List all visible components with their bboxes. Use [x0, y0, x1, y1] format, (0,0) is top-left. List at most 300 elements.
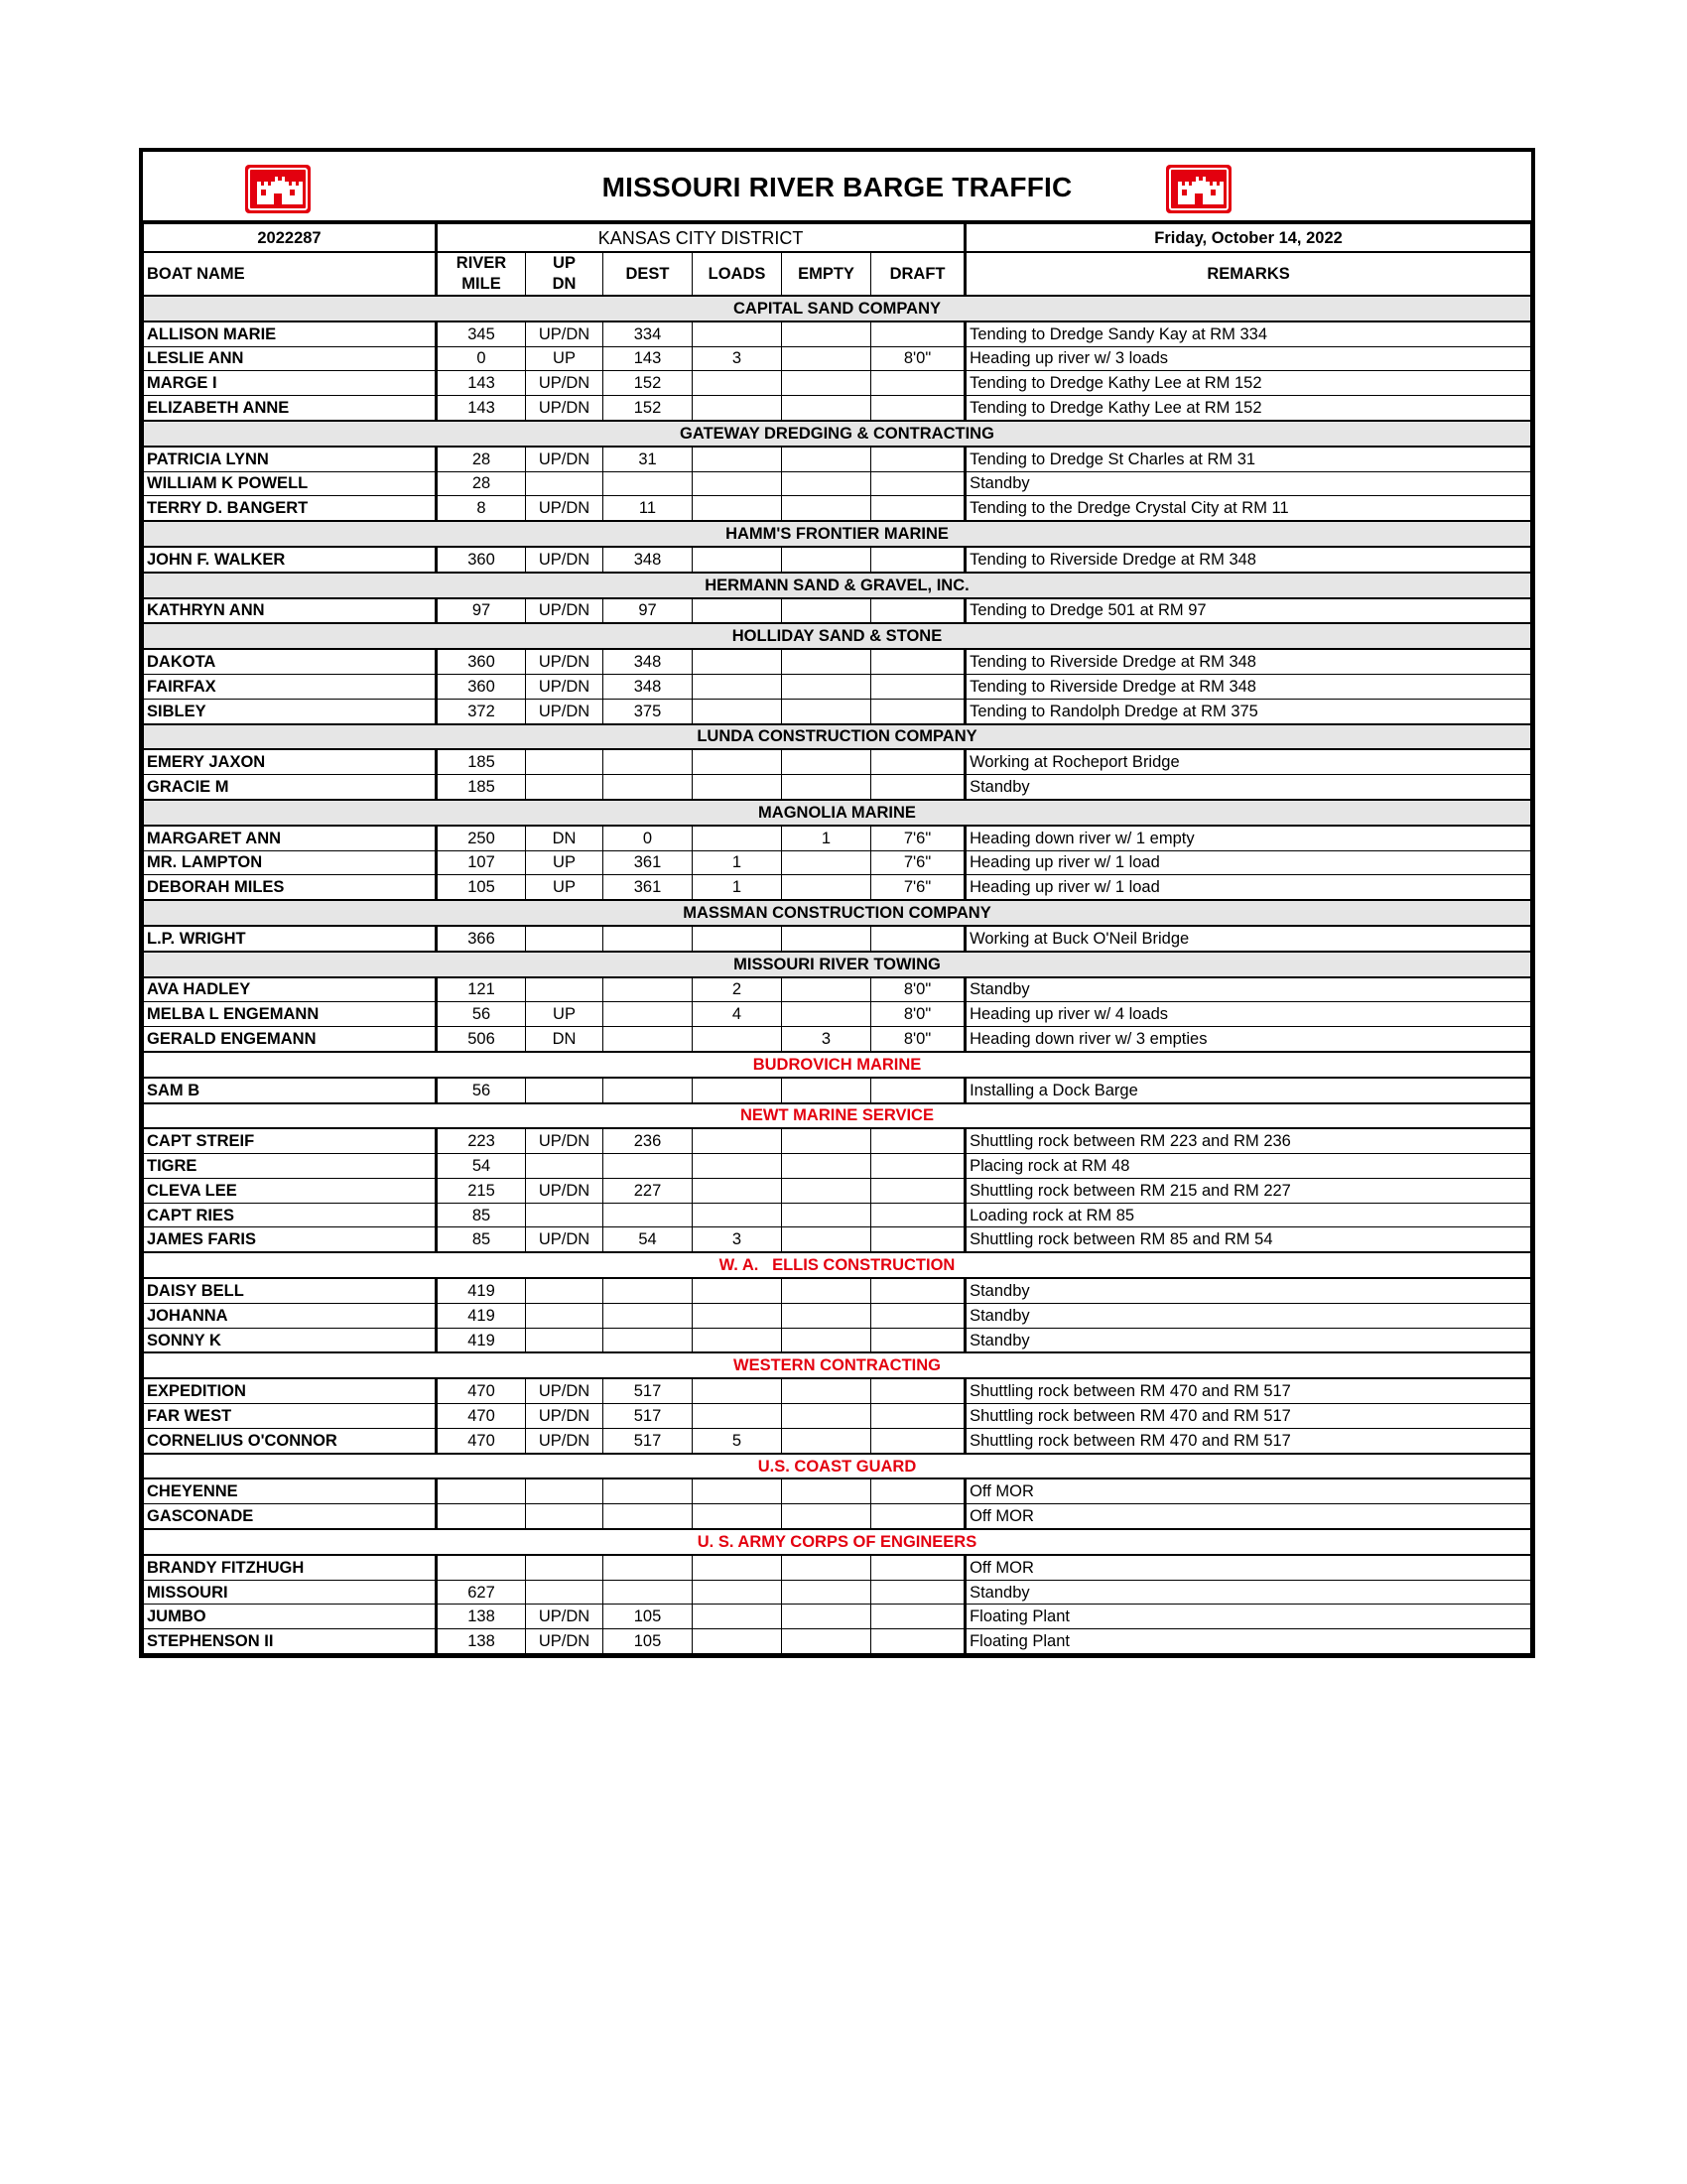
river-mile-cell: 85	[437, 1227, 526, 1252]
destination-cell	[603, 775, 693, 800]
table-row	[144, 850, 1531, 875]
remarks-cell: Tending to Dredge 501 at RM 97	[966, 598, 1531, 624]
loads-cell	[693, 1328, 782, 1352]
table-row	[144, 1027, 1531, 1052]
company-section-row	[144, 421, 1531, 447]
boat-name-cell: WILLIAM K POWELL	[144, 471, 437, 496]
company-name: LUNDA CONSTRUCTION COMPANY	[144, 724, 1531, 750]
destination-cell	[603, 1154, 693, 1179]
destination-cell	[603, 1328, 693, 1352]
table-row	[144, 1428, 1531, 1453]
destination-cell	[603, 1002, 693, 1027]
destination-cell: 0	[603, 826, 693, 850]
loads-cell	[693, 321, 782, 346]
loads-cell	[693, 1555, 782, 1580]
river-mile-cell: 85	[437, 1203, 526, 1227]
draft-cell: 8'0"	[871, 346, 966, 371]
river-mile-cell: 360	[437, 674, 526, 699]
remarks-cell: Standby	[966, 1328, 1531, 1352]
info-row	[144, 224, 1531, 253]
destination-cell	[603, 471, 693, 496]
boat-name-cell: EXPEDITION	[144, 1378, 437, 1403]
col-updn-line1: UP	[553, 254, 576, 272]
loads-cell	[693, 1203, 782, 1227]
castle-logo-icon	[1166, 165, 1232, 213]
boat-name-cell: GRACIE M	[144, 775, 437, 800]
draft-cell	[871, 699, 966, 723]
empties-cell	[782, 1002, 871, 1027]
boat-name-cell: ALLISON MARIE	[144, 321, 437, 346]
direction-cell: UP	[526, 346, 603, 371]
draft-cell	[871, 321, 966, 346]
empties-cell	[782, 598, 871, 624]
boat-name-cell: DAISY BELL	[144, 1278, 437, 1303]
direction-cell: UP/DN	[526, 1605, 603, 1629]
empties-cell	[782, 1504, 871, 1529]
table-row	[144, 1478, 1531, 1503]
draft-cell	[871, 1203, 966, 1227]
direction-cell	[526, 1478, 603, 1503]
company-section-row	[144, 800, 1531, 826]
loads-cell	[693, 775, 782, 800]
boat-name-cell: MARGARET ANN	[144, 826, 437, 850]
company-name: U. S. ARMY CORPS OF ENGINEERS	[144, 1529, 1531, 1555]
table-row	[144, 1580, 1531, 1605]
direction-cell: UP/DN	[526, 547, 603, 573]
company-section-row	[144, 623, 1531, 649]
boat-name-cell: STEPHENSON II	[144, 1629, 437, 1654]
empties-cell	[782, 447, 871, 471]
table-row	[144, 1227, 1531, 1252]
river-mile-cell: 143	[437, 396, 526, 421]
loads-cell: 3	[693, 346, 782, 371]
loads-cell	[693, 1605, 782, 1629]
draft-cell	[871, 1504, 966, 1529]
remarks-cell: Standby	[966, 1580, 1531, 1605]
draft-cell	[871, 1227, 966, 1252]
company-section-row	[144, 573, 1531, 598]
remarks-cell: Standby	[966, 775, 1531, 800]
loads-cell	[693, 371, 782, 396]
loads-cell	[693, 699, 782, 723]
remarks-cell: Shuttling rock between RM 223 and RM 236	[966, 1128, 1531, 1153]
table-row	[144, 674, 1531, 699]
boat-name-cell: CAPT RIES	[144, 1203, 437, 1227]
table-row	[144, 1404, 1531, 1429]
river-mile-cell: 138	[437, 1629, 526, 1654]
direction-cell: UP/DN	[526, 321, 603, 346]
draft-cell	[871, 1605, 966, 1629]
empties-cell	[782, 1178, 871, 1203]
boat-name-cell: FAR WEST	[144, 1404, 437, 1429]
loads-cell: 4	[693, 1002, 782, 1027]
draft-cell	[871, 1478, 966, 1503]
empties-cell	[782, 1303, 871, 1328]
remarks-cell: Heading up river w/ 4 loads	[966, 1002, 1531, 1027]
river-mile-cell: 143	[437, 371, 526, 396]
direction-cell	[526, 1504, 603, 1529]
direction-cell: UP/DN	[526, 1178, 603, 1203]
col-draft: DRAFT	[871, 252, 966, 296]
river-mile-cell: 627	[437, 1580, 526, 1605]
table-row	[144, 749, 1531, 774]
district-name: KANSAS CITY DISTRICT	[437, 224, 966, 253]
loads-cell	[693, 1154, 782, 1179]
boat-name-cell: JAMES FARIS	[144, 1227, 437, 1252]
draft-cell	[871, 1404, 966, 1429]
draft-cell	[871, 775, 966, 800]
report-title: MISSOURI RIVER BARGE TRAFFIC	[601, 172, 1073, 202]
draft-cell: 7'6"	[871, 826, 966, 850]
remarks-cell: Off MOR	[966, 1478, 1531, 1503]
company-section-row	[144, 952, 1531, 977]
river-mile-cell: 215	[437, 1178, 526, 1203]
destination-cell	[603, 977, 693, 1002]
destination-cell: 334	[603, 321, 693, 346]
destination-cell: 361	[603, 850, 693, 875]
boat-name-cell: SAM B	[144, 1078, 437, 1103]
remarks-cell: Tending to Dredge Kathy Lee at RM 152	[966, 396, 1531, 421]
destination-cell: 105	[603, 1629, 693, 1654]
company-section-row	[144, 1252, 1531, 1278]
table-row	[144, 1629, 1531, 1654]
destination-cell	[603, 1303, 693, 1328]
direction-cell	[526, 749, 603, 774]
river-mile-cell: 250	[437, 826, 526, 850]
table-row	[144, 1278, 1531, 1303]
river-mile-cell: 345	[437, 321, 526, 346]
col-river-mile-line1: RIVER	[455, 254, 507, 272]
direction-cell	[526, 1580, 603, 1605]
destination-cell: 348	[603, 674, 693, 699]
direction-cell	[526, 471, 603, 496]
draft-cell: 8'0"	[871, 1002, 966, 1027]
company-section-row	[144, 521, 1531, 547]
destination-cell	[603, 1504, 693, 1529]
empties-cell	[782, 496, 871, 521]
boat-name-cell: MELBA L ENGEMANN	[144, 1002, 437, 1027]
empties-cell	[782, 1605, 871, 1629]
loads-cell: 1	[693, 875, 782, 900]
river-mile-cell: 97	[437, 598, 526, 624]
loads-cell	[693, 598, 782, 624]
destination-cell: 152	[603, 396, 693, 421]
destination-cell: 11	[603, 496, 693, 521]
river-mile-cell: 56	[437, 1078, 526, 1103]
draft-cell	[871, 471, 966, 496]
loads-cell: 5	[693, 1428, 782, 1453]
direction-cell	[526, 775, 603, 800]
remarks-cell: Standby	[966, 1278, 1531, 1303]
loads-cell	[693, 649, 782, 674]
river-mile-cell: 107	[437, 850, 526, 875]
direction-cell: UP	[526, 1002, 603, 1027]
report-header	[143, 152, 1531, 223]
river-mile-cell: 54	[437, 1154, 526, 1179]
company-section-row	[144, 296, 1531, 321]
destination-cell: 105	[603, 1605, 693, 1629]
river-mile-cell: 360	[437, 649, 526, 674]
company-name: HOLLIDAY SAND & STONE	[144, 623, 1531, 649]
barge-traffic-report	[139, 148, 1535, 1658]
company-name: U.S. COAST GUARD	[144, 1454, 1531, 1479]
loads-cell	[693, 1629, 782, 1654]
company-section-row	[144, 1103, 1531, 1129]
empties-cell	[782, 1478, 871, 1503]
remarks-cell: Tending to Riverside Dredge at RM 348	[966, 649, 1531, 674]
empties-cell	[782, 1227, 871, 1252]
col-updn-line2: DN	[552, 275, 577, 293]
loads-cell: 1	[693, 850, 782, 875]
company-name: MASSMAN CONSTRUCTION COMPANY	[144, 900, 1531, 926]
draft-cell	[871, 1078, 966, 1103]
river-mile-cell: 419	[437, 1303, 526, 1328]
draft-cell	[871, 1178, 966, 1203]
report-date: Friday, October 14, 2022	[966, 224, 1531, 253]
table-row	[144, 1128, 1531, 1153]
company-name: HERMANN SAND & GRAVEL, INC.	[144, 573, 1531, 598]
empties-cell	[782, 749, 871, 774]
draft-cell: 8'0"	[871, 977, 966, 1002]
direction-cell: UP/DN	[526, 1128, 603, 1153]
table-row	[144, 1504, 1531, 1529]
river-mile-cell: 419	[437, 1328, 526, 1352]
direction-cell	[526, 977, 603, 1002]
river-mile-cell: 138	[437, 1605, 526, 1629]
col-loads: LOADS	[693, 252, 782, 296]
barge-table	[143, 223, 1531, 1654]
destination-cell	[603, 1278, 693, 1303]
boat-name-cell: L.P. WRIGHT	[144, 926, 437, 952]
direction-cell	[526, 1303, 603, 1328]
company-name: HAMM'S FRONTIER MARINE	[144, 521, 1531, 547]
remarks-cell: Working at Buck O'Neil Bridge	[966, 926, 1531, 952]
direction-cell: UP/DN	[526, 674, 603, 699]
table-row	[144, 447, 1531, 471]
boat-name-cell: KATHRYN ANN	[144, 598, 437, 624]
remarks-cell: Floating Plant	[966, 1629, 1531, 1654]
river-mile-cell	[437, 1555, 526, 1580]
remarks-cell: Tending to Randolph Dredge at RM 375	[966, 699, 1531, 723]
river-mile-cell	[437, 1478, 526, 1503]
direction-cell: DN	[526, 826, 603, 850]
empties-cell	[782, 547, 871, 573]
direction-cell	[526, 1328, 603, 1352]
empties-cell	[782, 1378, 871, 1403]
river-mile-cell: 470	[437, 1378, 526, 1403]
report-id: 2022287	[144, 224, 437, 253]
empties-cell	[782, 1328, 871, 1352]
loads-cell	[693, 1478, 782, 1503]
table-row	[144, 875, 1531, 900]
river-mile-cell: 470	[437, 1428, 526, 1453]
boat-name-cell: AVA HADLEY	[144, 977, 437, 1002]
table-row	[144, 371, 1531, 396]
boat-name-cell: SONNY K	[144, 1328, 437, 1352]
company-name: WESTERN CONTRACTING	[144, 1352, 1531, 1378]
draft-cell	[871, 674, 966, 699]
river-mile-cell: 223	[437, 1128, 526, 1153]
loads-cell	[693, 1278, 782, 1303]
remarks-cell: Standby	[966, 1303, 1531, 1328]
empties-cell	[782, 371, 871, 396]
river-mile-cell: 470	[437, 1404, 526, 1429]
loads-cell	[693, 1178, 782, 1203]
empties-cell	[782, 471, 871, 496]
empties-cell	[782, 699, 871, 723]
empties-cell	[782, 977, 871, 1002]
boat-name-cell: EMERY JAXON	[144, 749, 437, 774]
river-mile-cell: 506	[437, 1027, 526, 1052]
loads-cell	[693, 1128, 782, 1153]
empties-cell	[782, 1629, 871, 1654]
table-row	[144, 977, 1531, 1002]
destination-cell	[603, 1580, 693, 1605]
empties-cell	[782, 396, 871, 421]
direction-cell: UP/DN	[526, 1404, 603, 1429]
direction-cell: UP/DN	[526, 1378, 603, 1403]
empties-cell	[782, 1555, 871, 1580]
boat-name-cell: TERRY D. BANGERT	[144, 496, 437, 521]
river-mile-cell: 366	[437, 926, 526, 952]
table-row	[144, 826, 1531, 850]
boat-name-cell: JUMBO	[144, 1605, 437, 1629]
direction-cell	[526, 1078, 603, 1103]
remarks-cell: Shuttling rock between RM 470 and RM 517	[966, 1404, 1531, 1429]
river-mile-cell: 56	[437, 1002, 526, 1027]
remarks-cell: Off MOR	[966, 1555, 1531, 1580]
direction-cell	[526, 1278, 603, 1303]
river-mile-cell: 360	[437, 547, 526, 573]
boat-name-cell: MARGE I	[144, 371, 437, 396]
remarks-cell: Tending to Dredge Kathy Lee at RM 152	[966, 371, 1531, 396]
table-row	[144, 1378, 1531, 1403]
river-mile-cell: 185	[437, 775, 526, 800]
empties-cell	[782, 674, 871, 699]
loads-cell: 2	[693, 977, 782, 1002]
remarks-cell: Heading up river w/ 3 loads	[966, 346, 1531, 371]
remarks-cell: Floating Plant	[966, 1605, 1531, 1629]
direction-cell	[526, 1203, 603, 1227]
table-row	[144, 1555, 1531, 1580]
draft-cell	[871, 749, 966, 774]
remarks-cell: Placing rock at RM 48	[966, 1154, 1531, 1179]
company-name: BUDROVICH MARINE	[144, 1052, 1531, 1078]
destination-cell	[603, 1027, 693, 1052]
draft-cell	[871, 1629, 966, 1654]
remarks-cell: Heading down river w/ 3 empties	[966, 1027, 1531, 1052]
table-row	[144, 547, 1531, 573]
loads-cell	[693, 1504, 782, 1529]
boat-name-cell: SIBLEY	[144, 699, 437, 723]
direction-cell	[526, 926, 603, 952]
loads-cell	[693, 1580, 782, 1605]
table-row	[144, 1328, 1531, 1352]
direction-cell: UP/DN	[526, 396, 603, 421]
river-mile-cell	[437, 1504, 526, 1529]
draft-cell: 8'0"	[871, 1027, 966, 1052]
empties-cell	[782, 775, 871, 800]
draft-cell	[871, 1128, 966, 1153]
draft-cell	[871, 1378, 966, 1403]
remarks-cell: Tending to Riverside Dredge at RM 348	[966, 674, 1531, 699]
empties-cell	[782, 1428, 871, 1453]
draft-cell: 7'6"	[871, 875, 966, 900]
company-name: MAGNOLIA MARINE	[144, 800, 1531, 826]
direction-cell: UP/DN	[526, 649, 603, 674]
col-dest: DEST	[603, 252, 693, 296]
company-name: W. A. ELLIS CONSTRUCTION	[144, 1252, 1531, 1278]
destination-cell	[603, 1078, 693, 1103]
loads-cell	[693, 749, 782, 774]
direction-cell: UP	[526, 850, 603, 875]
column-header-row	[144, 252, 1531, 296]
empties-cell	[782, 346, 871, 371]
boat-name-cell: MISSOURI	[144, 1580, 437, 1605]
loads-cell	[693, 674, 782, 699]
destination-cell	[603, 1555, 693, 1580]
empties-cell	[782, 926, 871, 952]
boat-name-cell: JOHANNA	[144, 1303, 437, 1328]
draft-cell: 7'6"	[871, 850, 966, 875]
table-row	[144, 699, 1531, 723]
direction-cell: UP/DN	[526, 1629, 603, 1654]
col-updn	[526, 252, 603, 296]
boat-name-cell: CORNELIUS O'CONNOR	[144, 1428, 437, 1453]
remarks-cell: Shuttling rock between RM 470 and RM 517	[966, 1428, 1531, 1453]
destination-cell: 152	[603, 371, 693, 396]
table-row	[144, 598, 1531, 624]
loads-cell	[693, 926, 782, 952]
empties-cell: 3	[782, 1027, 871, 1052]
remarks-cell: Heading up river w/ 1 load	[966, 875, 1531, 900]
river-mile-cell: 28	[437, 471, 526, 496]
direction-cell	[526, 1555, 603, 1580]
empties-cell	[782, 1154, 871, 1179]
col-empty: EMPTY	[782, 252, 871, 296]
direction-cell: DN	[526, 1027, 603, 1052]
remarks-cell: Shuttling rock between RM 470 and RM 517	[966, 1378, 1531, 1403]
remarks-cell: Shuttling rock between RM 85 and RM 54	[966, 1227, 1531, 1252]
direction-cell: UP/DN	[526, 1428, 603, 1453]
draft-cell	[871, 1428, 966, 1453]
remarks-cell: Standby	[966, 977, 1531, 1002]
col-remarks: REMARKS	[966, 252, 1531, 296]
destination-cell	[603, 749, 693, 774]
destination-cell: 361	[603, 875, 693, 900]
company-name: NEWT MARINE SERVICE	[144, 1103, 1531, 1129]
company-name: CAPITAL SAND COMPANY	[144, 296, 1531, 321]
draft-cell	[871, 1303, 966, 1328]
empties-cell	[782, 1128, 871, 1153]
boat-name-cell: ELIZABETH ANNE	[144, 396, 437, 421]
company-name: MISSOURI RIVER TOWING	[144, 952, 1531, 977]
table-row	[144, 496, 1531, 521]
river-mile-cell: 0	[437, 346, 526, 371]
destination-cell: 236	[603, 1128, 693, 1153]
empties-cell	[782, 1580, 871, 1605]
destination-cell: 97	[603, 598, 693, 624]
river-mile-cell: 419	[437, 1278, 526, 1303]
boat-name-cell: CAPT STREIF	[144, 1128, 437, 1153]
draft-cell	[871, 649, 966, 674]
table-body	[144, 296, 1531, 1654]
boat-name-cell: GERALD ENGEMANN	[144, 1027, 437, 1052]
table-row	[144, 926, 1531, 952]
destination-cell	[603, 1478, 693, 1503]
company-section-row	[144, 1529, 1531, 1555]
draft-cell	[871, 598, 966, 624]
